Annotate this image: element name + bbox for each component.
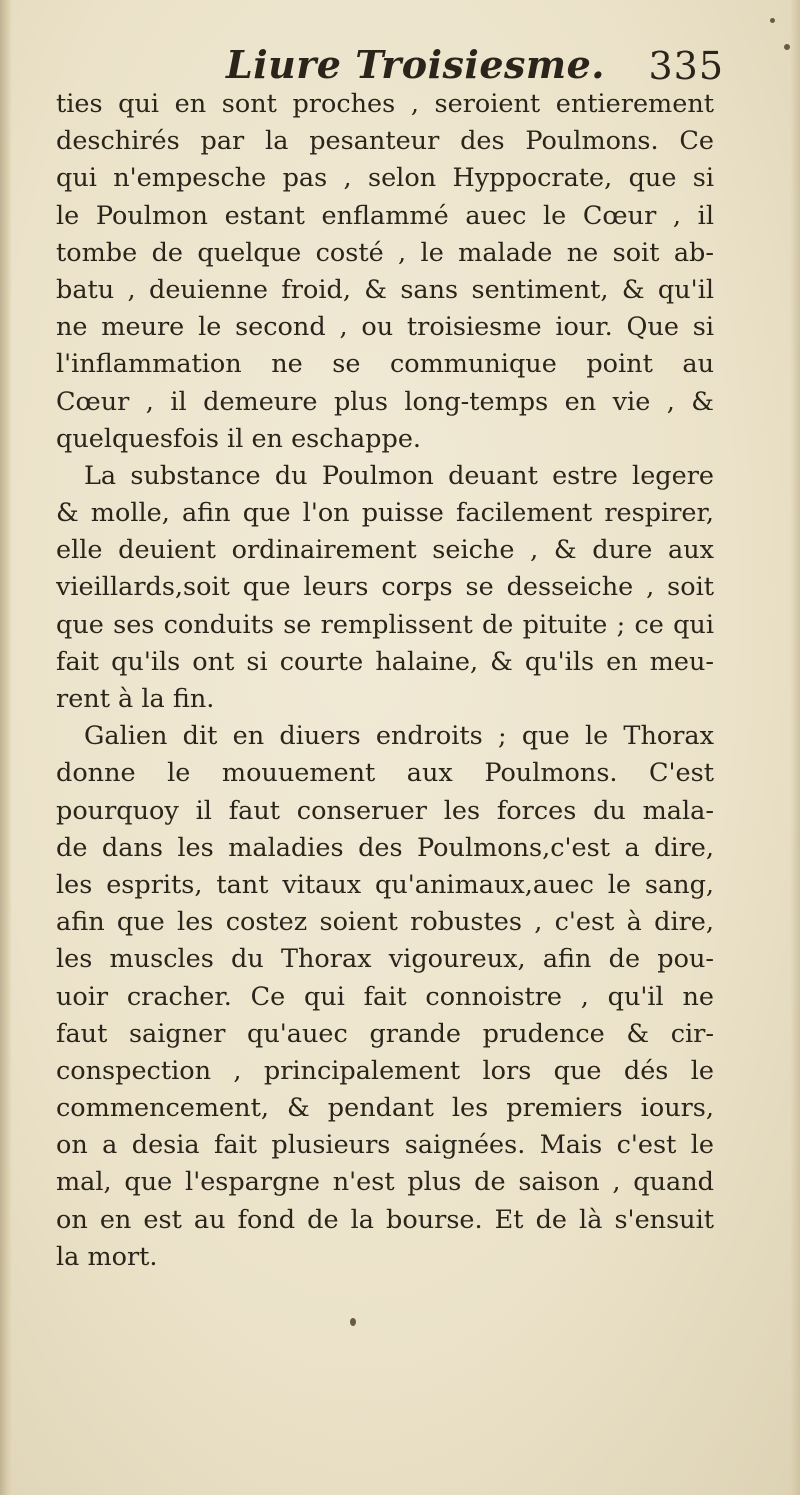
ink-spot: [784, 44, 790, 50]
text-line: ties qui en sont proches , seroient entierement: [56, 89, 714, 119]
text-line: quelquesfois il en eschappe.: [56, 423, 422, 454]
text-line: elle deuient ordinairement seiche , & dure aux: [56, 535, 714, 566]
text-line: pourquoy il faut conseruer les forces du mala-: [56, 795, 714, 826]
text-line: de dans les maladies des Poulmons,c'est a dire,: [56, 832, 714, 863]
text-line: Cœur , il demeure plus long-temps en vie , &: [56, 386, 714, 417]
text-line: le Poulmon estant enflammé auec le Cœur , il: [56, 200, 714, 231]
page-edge-shadow: [790, 0, 800, 1495]
page-number: 335: [648, 44, 724, 88]
text-line: qui n'empesche pas , selon Hyppocrate, que si: [56, 163, 714, 194]
text-line: & molle, afin que l'on puisse facilement respirer,: [56, 498, 714, 529]
page-gutter-shadow: [0, 0, 12, 1495]
text-line: fait qu'ils ont si courte halaine, & qu'ils en meu-: [56, 646, 714, 677]
running-title: Liure Troisiesme.: [226, 42, 606, 87]
text-line: que ses conduits se remplissent de pituite ; ce qui: [56, 609, 714, 640]
text-line: uoir cracher. Ce qui fait connoistre , qu'il ne: [56, 981, 714, 1012]
text-line: on en est au fond de la bourse. Et de là s'ensuit: [56, 1204, 714, 1235]
text-line: conspection , principalement lors que dés le: [56, 1055, 714, 1086]
text-line: faut saigner qu'auec grande prudence & cir-: [56, 1018, 714, 1049]
text-line: tombe de quelque costé , le malade ne soit ab-: [56, 237, 714, 268]
text-line: Galien dit en diuers endroits ; que le Thorax: [84, 721, 714, 752]
text-line: rent à la fin.: [56, 684, 215, 714]
ink-spot: [350, 1318, 356, 1326]
text-line: on a desia fait plusieurs saignées. Mais c'est le: [56, 1130, 714, 1161]
text-line: les muscles du Thorax vigoureux, afin de pou-: [56, 944, 714, 975]
text-line: afin que les costez soient robustes , c'est à dire,: [56, 907, 714, 938]
text-line: ne meure le second , ou troisiesme iour. Que si: [56, 312, 714, 343]
text-line: donne le mouuement aux Poulmons. C'est: [56, 758, 714, 789]
text-line: deschirés par la pesanteur des Poulmons. Ce: [56, 126, 714, 157]
text-line: la mort.: [56, 1241, 158, 1272]
body-text: [56, 86, 714, 1276]
text-line: vieillards,soit que leurs corps se desseiche , soit: [56, 572, 714, 603]
text-line: l'inflammation ne se communique point au: [56, 349, 714, 380]
text-line: commencement, & pendant les premiers iours,: [56, 1093, 714, 1124]
text-line: les esprits, tant vitaux qu'animaux,auec le sang,: [56, 869, 714, 900]
text-line: La substance du Poulmon deuant estre legere: [84, 460, 714, 491]
text-line: mal, que l'espargne n'est plus de saison , quand: [56, 1167, 714, 1198]
ink-spot: [770, 18, 775, 23]
text-line: batu , deuienne froid, & sans sentiment, & qu'il: [56, 274, 714, 305]
